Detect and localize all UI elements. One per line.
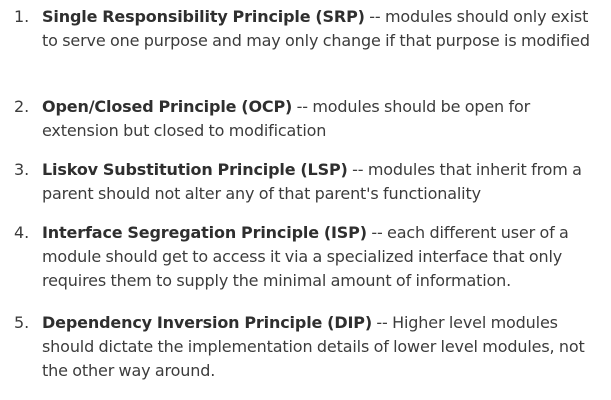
list-item-text — [42, 311, 594, 383]
list-item-number: 4. — [14, 223, 30, 242]
principle-description: -- modules that inherit from a parent should not alter any of that parent's functionality — [42, 160, 582, 203]
principle-description: -- modules should only exist to serve one purpose and may only change if that purpose is modified — [42, 7, 590, 50]
principle-description: -- each different user of a module should get to access it via a specialized interface that only requires them to supply the minimal amount of information. — [42, 223, 569, 290]
list-item-text — [42, 95, 594, 143]
principle-description: -- Higher level modules should dictate the implementation details of lower level modules, not the other way around. — [42, 313, 585, 380]
list-item-number: 2. — [14, 97, 30, 116]
principle-term: Dependency Inversion Principle (DIP) — [42, 313, 372, 332]
list-item-number: 3. — [14, 160, 30, 179]
list-item-number: 1. — [14, 7, 30, 26]
principle-term: Liskov Substitution Principle (LSP) — [42, 160, 348, 179]
principle-term: Open/Closed Principle (OCP) — [42, 97, 293, 116]
list-item-number: 5. — [14, 313, 30, 332]
principle-description: -- modules should be open for extension but closed to modification — [42, 97, 531, 140]
list-item-text — [42, 221, 594, 293]
principle-term: Interface Segregation Principle (ISP) — [42, 223, 367, 242]
principle-term: Single Responsibility Principle (SRP) — [42, 7, 365, 26]
list-item-text — [42, 158, 594, 206]
list-item-text — [42, 5, 594, 53]
